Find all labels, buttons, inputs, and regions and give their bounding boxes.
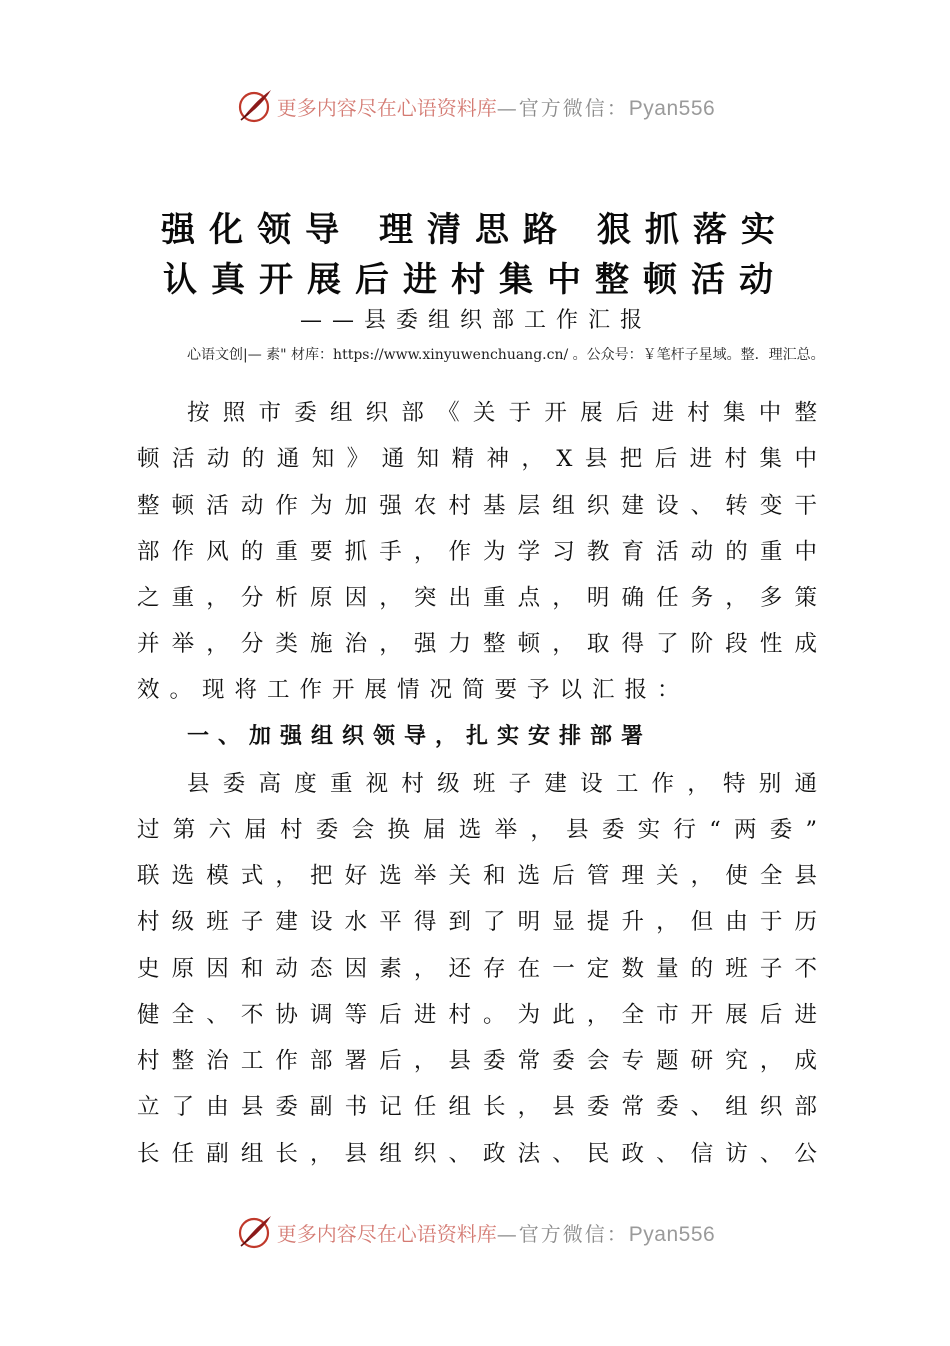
section1-line: 长任副组长，县组织、政法、民政、信访、公: [137, 1141, 817, 1167]
intro-line: 整顿活动作为加强农村基层组织建设、转变干: [137, 493, 817, 519]
section1-line: 史原因和动态因素，还存在一定数量的班子不: [137, 956, 817, 982]
source-note: 心语文创|— 素" 材库：https://www.xinyuwenchuang.cn/ 。公众号：￥笔杆子星域。整．理汇总。: [187, 347, 825, 363]
section1-line: 联选模式，把好选举关和选后管理关，使全县: [137, 863, 817, 889]
intro-line: 部作风的重要抓手，作为学习教育活动的重中: [137, 539, 817, 565]
quill-pen-circle-icon: [235, 1212, 275, 1252]
section1-line: 县委高度重视村级班子建设工作，特别通: [187, 771, 817, 797]
banner-wechat-label: —官方微信：: [496, 1221, 629, 1246]
banner-wechat-id: Pyan556: [628, 1222, 716, 1246]
banner-wechat-id: Pyan556: [628, 96, 716, 120]
intro-line: 效。现将工作开展情况简要予以汇报：: [137, 677, 690, 703]
document-title-line2: 认真开展后进村集中整顿活动: [163, 260, 787, 300]
banner-wechat-label: —官方微信：: [496, 95, 629, 120]
document-title-line1: 强化领导 理清思路 狠抓落实: [161, 210, 789, 250]
section1-line: 立了由县委副书记任组长，县委常委、组织部: [137, 1094, 817, 1120]
intro-line: 按照市委组织部《关于开展后进村集中整: [187, 400, 817, 426]
section1-line: 村级班子建设水平得到了明显提升，但由于历: [137, 909, 817, 935]
document-subtitle: ——县委组织部工作汇报: [300, 308, 653, 333]
section1-line: 过第六届村委会换届选举，县委实行“两委”: [137, 817, 817, 843]
banner-brand: 更多内容尽在心语资料库: [276, 1221, 497, 1246]
intro-line: 之重，分析原因，突出重点，明确任务，多策: [137, 585, 817, 611]
section1-line: 健全、不协调等后进村。为此，全市开展后进: [137, 1002, 817, 1028]
section1-heading: 一、加强组织领导，扎实安排部署: [187, 724, 653, 749]
quill-pen-circle-icon: [235, 86, 275, 126]
banner-brand: 更多内容尽在心语资料库: [276, 95, 497, 120]
section1-line: 村整治工作部署后，县委常委会专题研究，成: [137, 1048, 817, 1074]
intro-line: 并举，分类施治，强力整顿，取得了阶段性成: [137, 631, 817, 657]
header-banner: [0, 84, 950, 128]
footer-banner: [0, 1210, 950, 1254]
banner-text: [277, 1218, 715, 1247]
banner-text: [277, 92, 715, 121]
intro-line: 顿活动的通知》通知精神，X县把后进村集中: [137, 446, 817, 472]
